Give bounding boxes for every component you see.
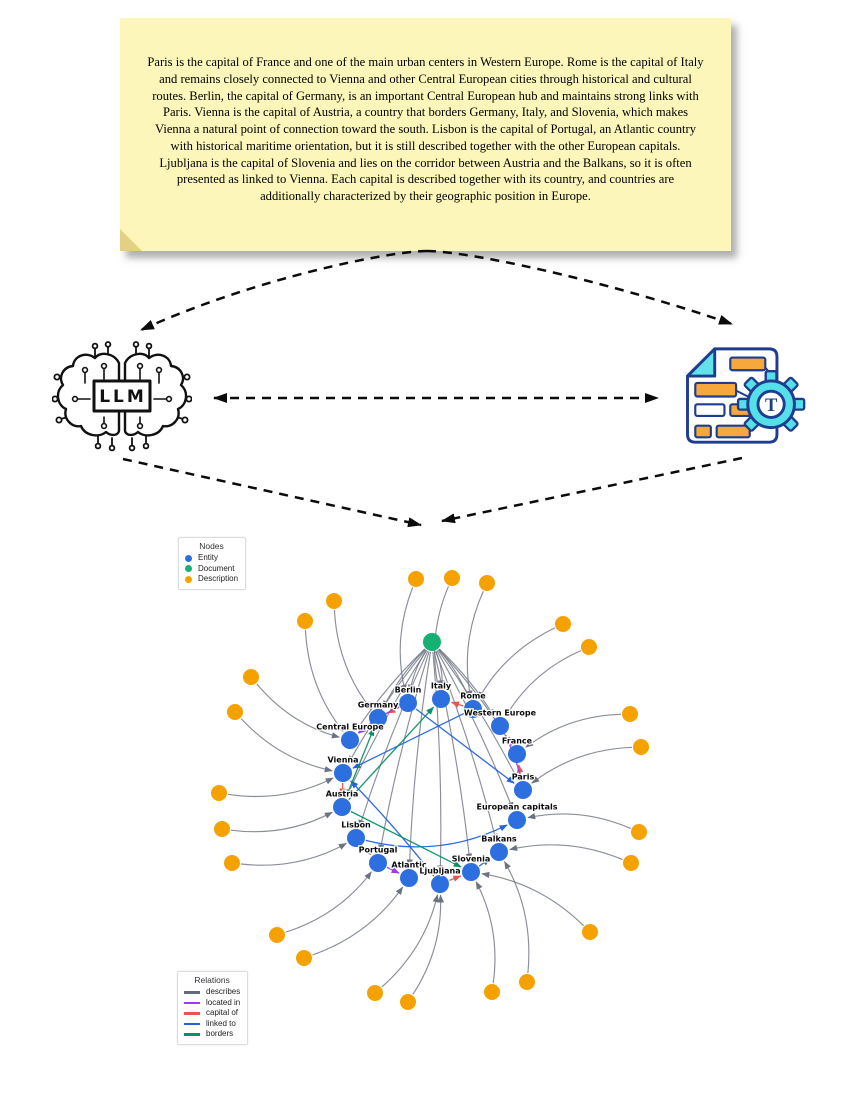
entity-node-ljubljana[interactable] [431,875,449,893]
relations-legend-swatch [184,1012,200,1015]
entity-label-france: France [501,736,533,746]
relations-legend-label: capital of [206,1008,239,1017]
description-node[interactable] [211,785,227,801]
description-node[interactable] [269,927,285,943]
entity-label-portugal: Portugal [358,845,398,855]
entity-node-balkans[interactable] [490,843,508,861]
describes-edge [476,882,495,983]
relations-legend-item [184,998,240,1009]
sticky-note-text: Paris is the capital of France and one of the main urban centers in Western Europe. Rome is the capital of Italy and remains closely connected to Vienna and other Central European cities through historical and cultural routes. Berlin, the capital of Germany, is an important Central European hub and maintains strong links with Paris. Vienna is the capital of Austria, a country that borders Germany, Italy, and Slovenia, which makes Vienna a natural point of connection toward the south. Lisbon is the capital of Portugal, an Atlantic country with historical maritime orientation, but it is still described together with the other European capitals. Ljubljana is the capital of Slovenia and lies on the corridor between Austria and the Balkans, so it is often presented as linked to Vienna. Each capital is described together with its country, and countries are additionally characterized by their geographic position in Europe. [147,55,704,204]
entity-label-paris: Paris [511,772,535,782]
entity-label-italy: Italy [430,681,452,691]
describes-edge [532,747,632,783]
nodes-legend-item [185,574,238,585]
entity-node-central_europe[interactable] [341,731,359,749]
description-node[interactable] [633,739,649,755]
nodes-legend-title: Nodes [199,541,224,551]
gear-letter: T [764,395,778,416]
describes-edge [286,872,372,932]
relations-legend-swatch [184,1033,200,1036]
entity-label-vienna: Vienna [327,755,359,765]
entity-node-slovenia[interactable] [462,863,480,881]
describes-edge [526,714,621,747]
description-node[interactable] [631,824,647,840]
entity-node-western_europe[interactable] [491,717,509,735]
description-node[interactable] [479,575,495,591]
description-node[interactable] [224,855,240,871]
describes-edge [400,587,413,692]
entity-label-austria: Austria [325,789,359,799]
description-node[interactable] [623,855,639,871]
describes-edge [305,630,343,731]
nodes-legend-item [185,553,238,564]
description-node[interactable] [227,704,243,720]
llm-label: LLM [99,387,147,407]
description-node[interactable] [581,639,597,655]
nodes-legend-label: Document [198,563,235,573]
relations-legend-swatch [184,1002,200,1005]
relations-legend-item [184,1008,240,1019]
description-node[interactable] [484,984,500,1000]
relations-legend-item [184,987,240,998]
description-node[interactable] [243,669,259,685]
entity-node-berlin[interactable] [399,694,417,712]
describes-edge [482,874,584,926]
entity-node-portugal[interactable] [369,854,387,872]
description-node[interactable] [400,994,416,1010]
description-node[interactable] [622,706,638,722]
nodes-legend [178,537,246,590]
entity-label-lisbon: Lisbon [341,820,371,830]
nodes-legend-label: Description [198,574,239,583]
relations-legend-label: located in [206,997,241,1007]
entity-label-rome: Rome [460,691,486,701]
describes-edge [504,862,528,974]
nodes-legend-swatch [185,555,192,562]
relations-legend-label: borders [206,1029,234,1038]
entity-label-balkans: Balkans [481,834,517,844]
describes-edge [506,651,581,717]
describes-edge [334,610,371,709]
entity-node-france[interactable] [508,745,526,763]
relations-legend-label: linked to [206,1018,236,1028]
description-node[interactable] [214,821,230,837]
document-node[interactable] [423,633,441,651]
entity-label-european_capitals: European capitals [476,802,558,812]
describes-edge [478,628,555,699]
relations-legend-swatch [184,1023,200,1026]
entity-label-germany: Germany [357,700,399,710]
describes-edge [382,895,438,987]
nodes-legend-swatch [185,576,192,583]
describes-edge [510,845,623,860]
capital-of-edge [451,702,463,706]
description-node[interactable] [408,571,424,587]
nodes-legend-swatch [185,565,192,572]
entity-label-ljubljana: Ljubljana [419,866,461,876]
description-node[interactable] [367,985,383,1001]
relations-legend-swatch [184,991,200,994]
relations-legend-label: describes [206,987,241,996]
description-node[interactable] [326,593,342,609]
description-node[interactable] [582,924,598,940]
relations-legend-title: Relations [194,975,230,985]
describes-edge [312,887,402,955]
entity-label-slovenia: Slovenia [451,854,491,864]
describes-edge [231,812,332,832]
entity-node-vienna[interactable] [334,764,352,782]
nodes-legend-item [185,564,238,575]
nodes-legend-label: Entity [198,553,219,562]
entity-label-central_europe: Central Europe [316,722,384,732]
relations-legend-item [184,1019,240,1030]
entity-label-berlin: Berlin [394,685,422,695]
entity-node-lisbon[interactable] [347,829,365,847]
description-node[interactable] [296,950,312,966]
relations-legend [177,971,248,1045]
capital-of-edge [449,876,460,880]
description-node[interactable] [555,616,571,632]
borders-edge [349,707,434,800]
entity-node-paris[interactable] [514,781,532,799]
relations-legend-item [184,1029,240,1040]
describes-edge [228,778,333,797]
entity-node-austria[interactable] [333,798,351,816]
entity-node-italy[interactable] [432,690,450,708]
entity-node-european_capitals[interactable] [508,811,526,829]
description-node[interactable] [444,570,460,586]
entity-label-western_europe: Western Europe [463,708,537,718]
description-node[interactable] [297,613,313,629]
entity-label-atlantic: Atlantic [391,860,427,870]
description-node[interactable] [519,974,535,990]
entity-node-atlantic[interactable] [400,869,418,887]
describes-edge [241,843,346,865]
describes-edge [528,814,631,829]
